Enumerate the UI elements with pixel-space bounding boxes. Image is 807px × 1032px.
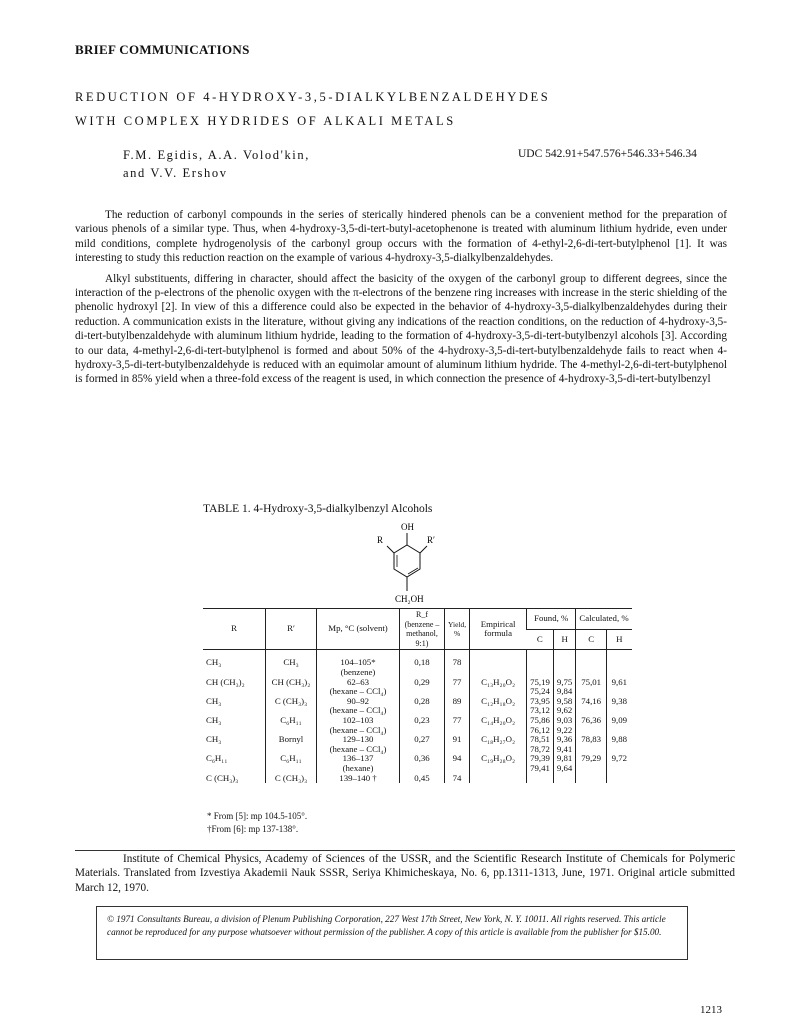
cell-yield: 91 xyxy=(445,735,470,754)
table-row xyxy=(203,650,632,678)
cell-r-prime: CH (CH₃)₂ xyxy=(266,678,317,697)
cell-calc-c: 75,01 xyxy=(576,678,607,697)
body-text xyxy=(75,208,727,387)
cell-yield: 94 xyxy=(445,754,470,773)
structure-r-label: R xyxy=(377,535,384,545)
article-title-line-1: REDUCTION OF 4-HYDROXY-3,5-DIALKYLBENZALDEHYDES xyxy=(75,90,551,104)
header-calc-h: H xyxy=(607,629,632,650)
cell-formula: C₁₂H₁₈O₂ xyxy=(470,697,527,716)
cell-rf: 0,36 xyxy=(400,754,445,773)
cell-yield: 77 xyxy=(445,716,470,735)
cell-mp xyxy=(317,754,400,773)
cell-formula: C₁₉H₂₈O₂ xyxy=(470,754,527,773)
benzyl-alcohol-structure xyxy=(373,519,443,607)
cell-rf: 0,29 xyxy=(400,678,445,697)
header-mp: Mp, °C (solvent) xyxy=(317,609,400,650)
mp-solvent: (hexane – CCl₄) xyxy=(329,686,387,697)
cell-calc-h: 9,88 xyxy=(607,735,632,754)
cell-formula: C₁₄H₂₀O₂ xyxy=(470,716,527,735)
mp-value: 90–92 xyxy=(347,695,369,706)
cell-r-prime: C (CH₃)₃ xyxy=(266,697,317,716)
cell-calc-h: 9,09 xyxy=(607,716,632,735)
mp-solvent: (hexane – CCl₄) xyxy=(329,724,387,735)
table-row xyxy=(203,735,632,754)
cell-found-h: 9,03 9,22 xyxy=(553,716,575,735)
table-row xyxy=(203,774,632,784)
mp-solvent: (hexane – CCl₄) xyxy=(329,705,387,716)
cell-r-prime: C (CH₃)₃ xyxy=(266,774,317,784)
cell-found-c: 79,39 79,41 xyxy=(527,754,554,773)
table-row xyxy=(203,678,632,697)
cell-calc-c: 78,83 xyxy=(576,735,607,754)
mp-value: 62–63 xyxy=(347,676,369,687)
table-row xyxy=(203,716,632,735)
cell-calc-h xyxy=(607,650,632,678)
cell-r: CH₃ xyxy=(206,734,222,745)
mp-value: 102–103 xyxy=(342,714,374,725)
cell-mp xyxy=(317,697,400,716)
header-rf: R_f (benzene – methanol, 9:1) xyxy=(400,609,445,650)
header-calc: Calculated, % xyxy=(576,609,632,630)
cell-found-c xyxy=(527,774,554,784)
udc-code: UDC 542.91+547.576+546.33+546.34 xyxy=(518,148,697,160)
cell-formula: C₁₈H₂₇O₂ xyxy=(470,735,527,754)
cell-found-c xyxy=(527,650,554,678)
cell-yield: 77 xyxy=(445,678,470,697)
cell-r: C (CH₃)₃ xyxy=(206,772,239,783)
mp-value: 136–137 xyxy=(342,753,374,764)
cell-r: CH₃ xyxy=(206,714,222,725)
copyright-box: © 1971 Consultants Bureau, a division of Plenum Publishing Corporation, 227 West 17th Street, New York, N. Y. 10011. All rights reserved. This article cannot be reproduced for any purpose whatsoever without permission of the publisher. A copy of this article is available from the publisher for $15.00. xyxy=(96,906,688,960)
cell-found-h: 9,81 9,64 xyxy=(553,754,575,773)
mp-value: 129–130 xyxy=(342,734,374,745)
table-caption: TABLE 1. 4-Hydroxy-3,5-dialkylbenzyl Alcohols xyxy=(203,503,433,515)
page-number: 1213 xyxy=(700,1004,722,1016)
mp-value: 104–105* xyxy=(340,657,376,668)
cell-yield: 78 xyxy=(445,650,470,678)
cell-formula: C₁₃H₂₀O₂ xyxy=(470,678,527,697)
cell-r-prime: Bornyl xyxy=(266,735,317,754)
cell-r-prime: C₆H₁₁ xyxy=(266,716,317,735)
structure-ch2oh-label: CH₂OH xyxy=(395,594,424,604)
cell-mp xyxy=(317,650,400,678)
cell-calc-c xyxy=(576,650,607,678)
cell-calc-h xyxy=(607,774,632,784)
authors-line-1: F.M. Egidis, A.A. Volod'kin, xyxy=(123,148,310,162)
table-row xyxy=(203,754,632,773)
cell-calc-c xyxy=(576,774,607,784)
cell-calc-h: 9,38 xyxy=(607,697,632,716)
cell-r: CH (CH₃)₂ xyxy=(206,676,245,687)
cell-mp xyxy=(317,678,400,697)
cell-mp xyxy=(317,735,400,754)
cell-found-h: 9,75 9,84 xyxy=(553,678,575,697)
cell-yield: 74 xyxy=(445,774,470,784)
cell-rf: 0,18 xyxy=(400,650,445,678)
institute-note xyxy=(75,852,735,895)
cell-formula xyxy=(470,774,527,784)
structure-r-prime-label: R′ xyxy=(427,535,435,545)
mp-value: 139–140 † xyxy=(339,772,377,783)
paragraph-1: The reduction of carbonyl compounds in the series of sterically hindered phenols can be a convenient method for the preparation of various phenols of a similar type. Thus, when 4-hydroxy-3,5-di-tert-butyl-acetophenone is treated with aluminum lithium hydride, even under mild conditions, complete hydrogenolysis of the carbonyl group occurs with the formation of 4-ethyl-2,6-di-tert-butylphenol [1]. It was interesting to study this reduction reaction on the example of various 4-hydroxy-3,5-dialkylbenzaldehydes. xyxy=(75,209,727,265)
cell-mp xyxy=(317,716,400,735)
cell-r: C₆H₁₁ xyxy=(206,753,228,764)
cell-calc-c: 76,36 xyxy=(576,716,607,735)
cell-rf: 0,23 xyxy=(400,716,445,735)
cell-yield: 89 xyxy=(445,697,470,716)
cell-r: CH₃ xyxy=(206,657,222,668)
cell-r-prime: C₆H₁₁ xyxy=(266,754,317,773)
header-found-c: C xyxy=(527,629,554,650)
cell-calc-h: 9,61 xyxy=(607,678,632,697)
cell-found-h xyxy=(553,774,575,784)
cell-rf: 0,45 xyxy=(400,774,445,784)
authors-line-2: and V.V. Ershov xyxy=(123,166,228,180)
paragraph-2: Alkyl substituents, differing in character, should affect the basicity of the oxygen of the carbonyl group to different degrees, since the interaction of the p-electrons of the phenolic oxygen with the π-electrons of the benzene ring increases with increase in the steric shielding of the phenolic hydroxyl [2]. In view of this a difference could also be expected in the behavior of 4-hydroxy-3,5-dialkylbenzaldehydes during their reduction. A communication exists in the literature, without giving any indications of the reaction conditions, on the reduction of 4-hydroxy-3,5-di-tert-butylbenzaldehyde with aluminum lithium hydride, leading to the formation of 4-hydroxy-3,5-di-tert-butylbenzyl alcohols [3]. According to our data, 4-methyl-2,6-di-tert-butylphenol is formed and about 50% of the 4-hydroxy-3,5-di-tert-butylbenzaldehyde fails to react when 4-hydroxy-3,5-di-tert-butylbenzaldehyde is reduced with an equimolar amount of aluminum lithium hydride. The 4-methyl-2,6-di-tert-butylphenol is formed in 85% yield when a three-fold excess of the reagent is used, in which connection the presence of 4-hydroxy-3,5-di-tert-butylbenzyl xyxy=(75,272,727,386)
cell-calc-c: 79,29 xyxy=(576,754,607,773)
article-title-line-2: WITH COMPLEX HYDRIDES OF ALKALI METALS xyxy=(75,114,456,128)
cell-formula xyxy=(470,650,527,678)
footnote-2: †From [6]: mp 137-138°. xyxy=(207,824,299,834)
cell-calc-c: 74,16 xyxy=(576,697,607,716)
cell-found-c: 75,19 75,24 xyxy=(527,678,554,697)
mp-solvent: (hexane – CCl₄) xyxy=(329,743,387,754)
cell-found-c: 78,51 78,72 xyxy=(527,735,554,754)
footnote-1: * From [5]: mp 104.5-105°. xyxy=(207,811,308,821)
header-yield: Yield, % xyxy=(445,609,470,650)
cell-mp xyxy=(317,774,400,784)
alcohols-table xyxy=(203,608,632,783)
institute-note-text: Institute of Chemical Physics, Academy of Sciences of the USSR, and the Scientific Research Institute of Chemicals for Polymeric Materials. Translated from Izvestiya Akademii Nauk SSSR, Seriya Khimicheskaya, No. 6, pp.1311-1313, June, 1971. Original article submitted March 12, 1970. xyxy=(75,853,735,894)
cell-calc-h: 9,72 xyxy=(607,754,632,773)
structure-oh-label: OH xyxy=(401,522,414,532)
mp-solvent: (hexane) xyxy=(342,762,374,773)
header-found: Found, % xyxy=(527,609,576,630)
header-r: R xyxy=(203,609,266,650)
cell-rf: 0,28 xyxy=(400,697,445,716)
cell-found-h: 9,58 9,62 xyxy=(553,697,575,716)
cell-r-prime: CH₃ xyxy=(266,650,317,678)
header-formula: Empirical formula xyxy=(470,609,527,650)
header-calc-c: C xyxy=(576,629,607,650)
mp-solvent: (benzene) xyxy=(340,666,376,677)
cell-r: CH₃ xyxy=(206,695,222,706)
header-r-prime: R′ xyxy=(266,609,317,650)
cell-found-h xyxy=(553,650,575,678)
cell-found-h: 9,36 9,41 xyxy=(553,735,575,754)
cell-found-c: 75,86 76,12 xyxy=(527,716,554,735)
header-found-h: H xyxy=(553,629,575,650)
footnote-rule xyxy=(75,850,735,851)
section-heading: BRIEF COMMUNICATIONS xyxy=(75,42,250,57)
cell-found-c: 73,95 73,12 xyxy=(527,697,554,716)
cell-rf: 0,27 xyxy=(400,735,445,754)
table-row xyxy=(203,697,632,716)
